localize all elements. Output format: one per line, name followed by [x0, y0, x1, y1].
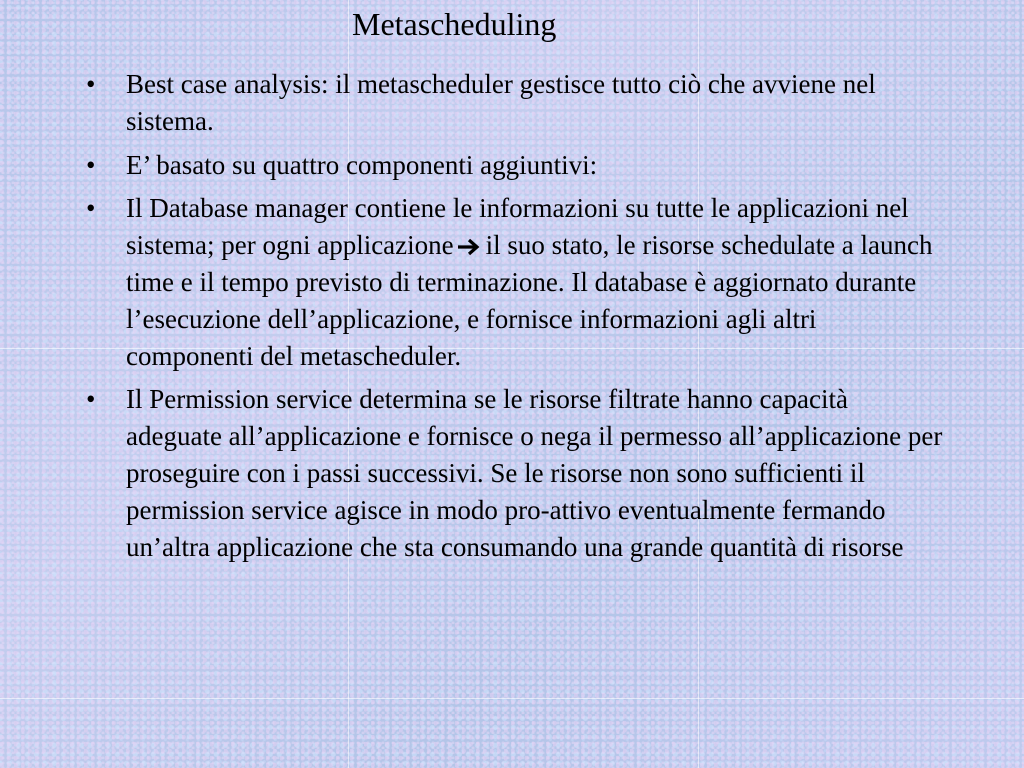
bullet-marker: •	[86, 384, 96, 415]
bullet-text: E’ basato su quattro componenti aggiuntivi:	[126, 149, 598, 180]
right-arrow-icon	[456, 230, 482, 250]
slide-title: Metascheduling	[352, 6, 557, 42]
bullet-text-after-arrow: il suo stato, le risorse schedulate a launch time e il tempo previsto di terminazione. Il database è aggiornato durante l’esecuzione dell’applicazione, e fornisce informazioni agli altri componenti del metascheduler.	[126, 230, 933, 371]
bullet-item-components	[86, 147, 946, 184]
bullet-text-before-arrow: Il Database manager contiene le informazioni su tutte le applicazioni nel sistema; per ogni applicazione	[126, 193, 909, 261]
bullet-list	[86, 66, 946, 572]
bullet-marker: •	[86, 193, 96, 224]
bullet-text: Il Permission service determina se le risorse filtrate hanno capacità adeguate all’applicazione e fornisce o nega il permesso all’applicazione per proseguire con i passi successivi. Se le risorse non sono sufficienti il permission service agisce in modo pro-attivo eventualmente fermando un’altra applicazione che sta consumando una grande quantità di risorse	[126, 384, 943, 562]
bullet-marker: •	[86, 149, 96, 180]
bullet-item-best-case	[86, 66, 946, 140]
bullet-marker: •	[86, 69, 96, 99]
bullet-item-database-manager	[86, 190, 946, 374]
bullet-item-permission-service	[86, 381, 946, 565]
bullet-text: Best case analysis: il metascheduler gestisce tutto ciò che avviene nel sistema.	[126, 69, 876, 136]
